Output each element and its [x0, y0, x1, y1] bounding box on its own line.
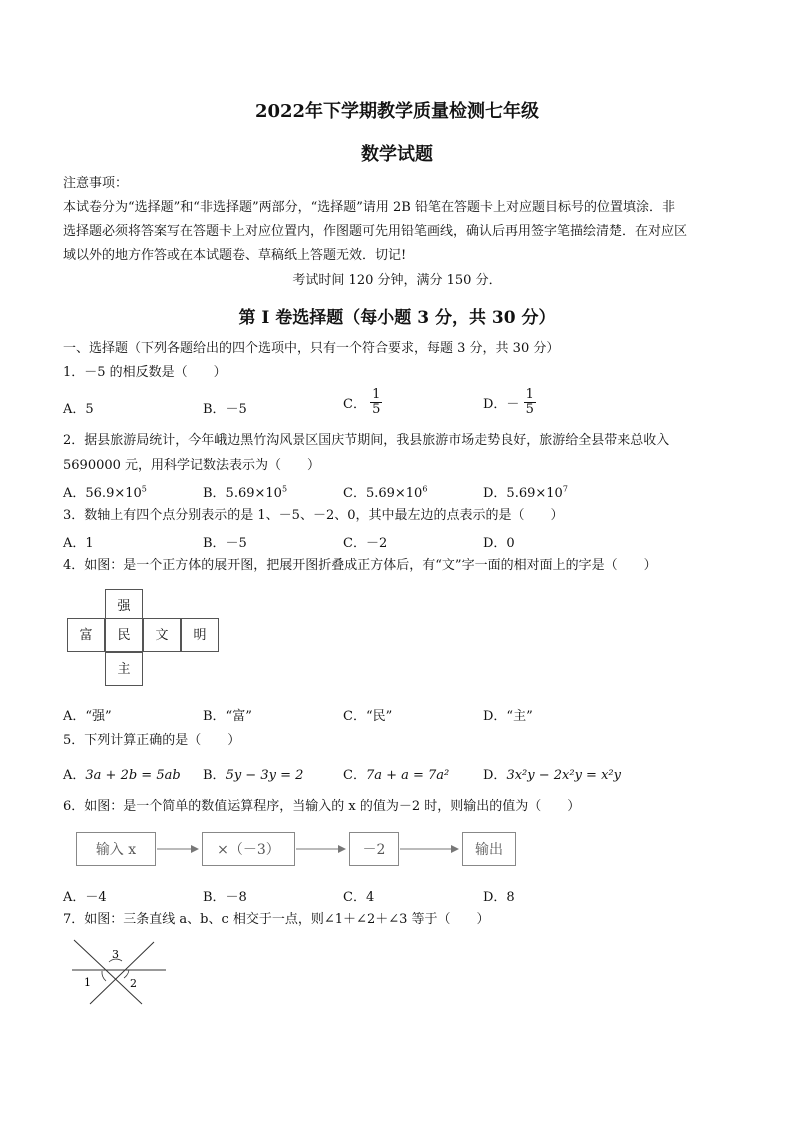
line-c — [90, 942, 154, 1004]
q4-stem: 4．如图：是一个正方体的展开图，把展开图折叠成正方体后，有“文”字一面的相对面上的字是（ ） — [63, 558, 657, 573]
q5-option-a — [63, 764, 181, 783]
q5-c-expr: 7a + a = 7a² — [365, 768, 450, 783]
q2-option-d — [483, 482, 568, 501]
q1-stem: 1．－5 的相反数是（ ） — [63, 365, 227, 380]
cube-face-right-1: 文 — [143, 618, 181, 652]
q5-option-b — [203, 764, 303, 783]
q6-option-a: A．－4 — [63, 890, 107, 905]
q5-b-label: B． — [203, 768, 226, 783]
q2-option-c — [343, 482, 427, 501]
q5-stem: 5．下列计算正确的是（ ） — [63, 733, 241, 748]
q1-d-numerator: 1 — [525, 387, 534, 402]
q1-c-fraction — [370, 388, 382, 417]
q2-d-base: D．5.69×10 — [483, 486, 563, 501]
q6-option-b: B．－8 — [203, 890, 247, 905]
exam-subtitle: 数学试题 — [361, 144, 433, 165]
angle-2-arc — [124, 970, 129, 978]
q5-a-label: A． — [63, 768, 86, 783]
q2-stem-1: 2．据县旅游局统计，今年峨边黑竹沟风景区国庆节期间，我县旅游市场走势良好，旅游给全县带来总收入 — [63, 433, 670, 448]
cube-face-top: 强 — [105, 589, 143, 623]
cube-face-bottom: 主 — [105, 652, 143, 686]
section-intro: 一、选择题（下列各题给出的四个选项中，只有一个符合要求，每题 3 分，共 30 分） — [63, 341, 560, 356]
q1-d-denominator: 5 — [525, 402, 534, 417]
q6-option-c: C．4 — [343, 890, 375, 905]
q5-option-c — [343, 764, 449, 783]
q2-c-base: C．5.69×10 — [343, 486, 423, 501]
q1-c-numerator: 1 — [372, 387, 381, 402]
notice-line-3: 域以外的地方作答或在本试题卷、草稿纸上答题无效．切记! — [63, 248, 407, 263]
q1-option-a: A．5 — [63, 402, 94, 417]
line-b — [74, 940, 142, 1004]
q3-stem: 3．数轴上有四个点分别表示的是 1、－5、－2、0，其中最左边的点表示的是（ ） — [63, 508, 564, 523]
q2-a-base: A．56.9×10 — [63, 486, 142, 501]
notice-line-2: 选择题必须将答案写在答题卡上对应位置内，作图题可先用铅笔画线，确认后再用签字笔描绘清楚．在对应区 — [63, 224, 688, 239]
q1-option-c — [343, 388, 382, 417]
q1-c-label: C． — [343, 397, 366, 412]
exam-time: 考试时间 120 分钟，满分 150 分． — [292, 273, 502, 288]
q6-option-d: D．8 — [483, 890, 515, 905]
q7-stem: 7．如图：三条直线 a、b、c 相交于一点，则∠1＋∠2＋∠3 等于（ ） — [63, 912, 490, 927]
angle-label-1: 1 — [84, 976, 91, 989]
notice-label: 注意事项： — [63, 176, 129, 191]
q3-option-c: C．－2 — [343, 536, 388, 551]
cube-face-left: 富 — [67, 618, 105, 652]
q5-option-d — [483, 764, 621, 783]
angle-label-2: 2 — [130, 977, 137, 990]
q6-stem: 6．如图：是一个简单的数值运算程序，当输入的 x 的值为－2 时，则输出的值为（ ） — [63, 799, 581, 814]
q5-d-label: D． — [483, 768, 507, 783]
q5-d-expr: 3x²y − 2x²y = x²y — [506, 768, 621, 783]
q2-stem-2: 5690000 元，用科学记数法表示为（ ） — [63, 458, 321, 473]
q1-option-d — [483, 388, 536, 417]
flow-input-box: 输入 x — [76, 832, 156, 866]
q4-option-c: C．“民” — [343, 709, 393, 724]
cube-face-right-2: 明 — [181, 618, 219, 652]
q2-d-exp: 7 — [562, 484, 568, 494]
q5-b-expr: 5y − 3y = 2 — [225, 768, 304, 783]
q2-b-base: B．5.69×10 — [203, 486, 282, 501]
flow-subtract-box: －2 — [349, 832, 399, 866]
q4-option-a: A．“强” — [63, 709, 112, 724]
q1-d-fraction — [524, 388, 536, 417]
q1-c-denominator: 5 — [372, 402, 381, 417]
q4-option-b: B．“富” — [203, 709, 252, 724]
exam-title: 2022年下学期教学质量检测七年级 — [254, 101, 540, 122]
flow-multiply-box: ×（－3） — [202, 832, 295, 866]
q3-option-a: A．1 — [63, 536, 94, 551]
angle-label-3: 3 — [112, 948, 119, 961]
q2-a-exp: 5 — [141, 484, 147, 494]
q2-option-a — [63, 482, 147, 501]
angle-1-arc — [102, 971, 106, 981]
q4-option-d: D．“主” — [483, 709, 533, 724]
q5-c-label: C． — [343, 768, 366, 783]
q3-option-b: B．－5 — [203, 536, 247, 551]
q2-b-exp: 5 — [281, 484, 288, 494]
section-heading: 第 I 卷选择题（每小题 3 分，共 30 分） — [238, 308, 556, 328]
q1-d-label: D．－ — [483, 397, 520, 412]
notice-line-1: 本试卷分为“选择题”和“非选择题”两部分，“选择题”请用 2B 铅笔在答题卡上对应题目标号的位置填涂．非 — [63, 200, 675, 215]
q3-option-d: D．0 — [483, 536, 515, 551]
q2-option-b — [203, 482, 287, 501]
intersecting-lines-figure — [62, 938, 172, 1008]
q1-option-b: B．－5 — [203, 402, 247, 417]
q5-a-expr: 3a + 2b = 5ab — [85, 768, 181, 783]
q2-c-exp: 6 — [422, 484, 428, 494]
flow-output-box: 输出 — [462, 832, 516, 866]
cube-face-center: 民 — [105, 618, 143, 652]
